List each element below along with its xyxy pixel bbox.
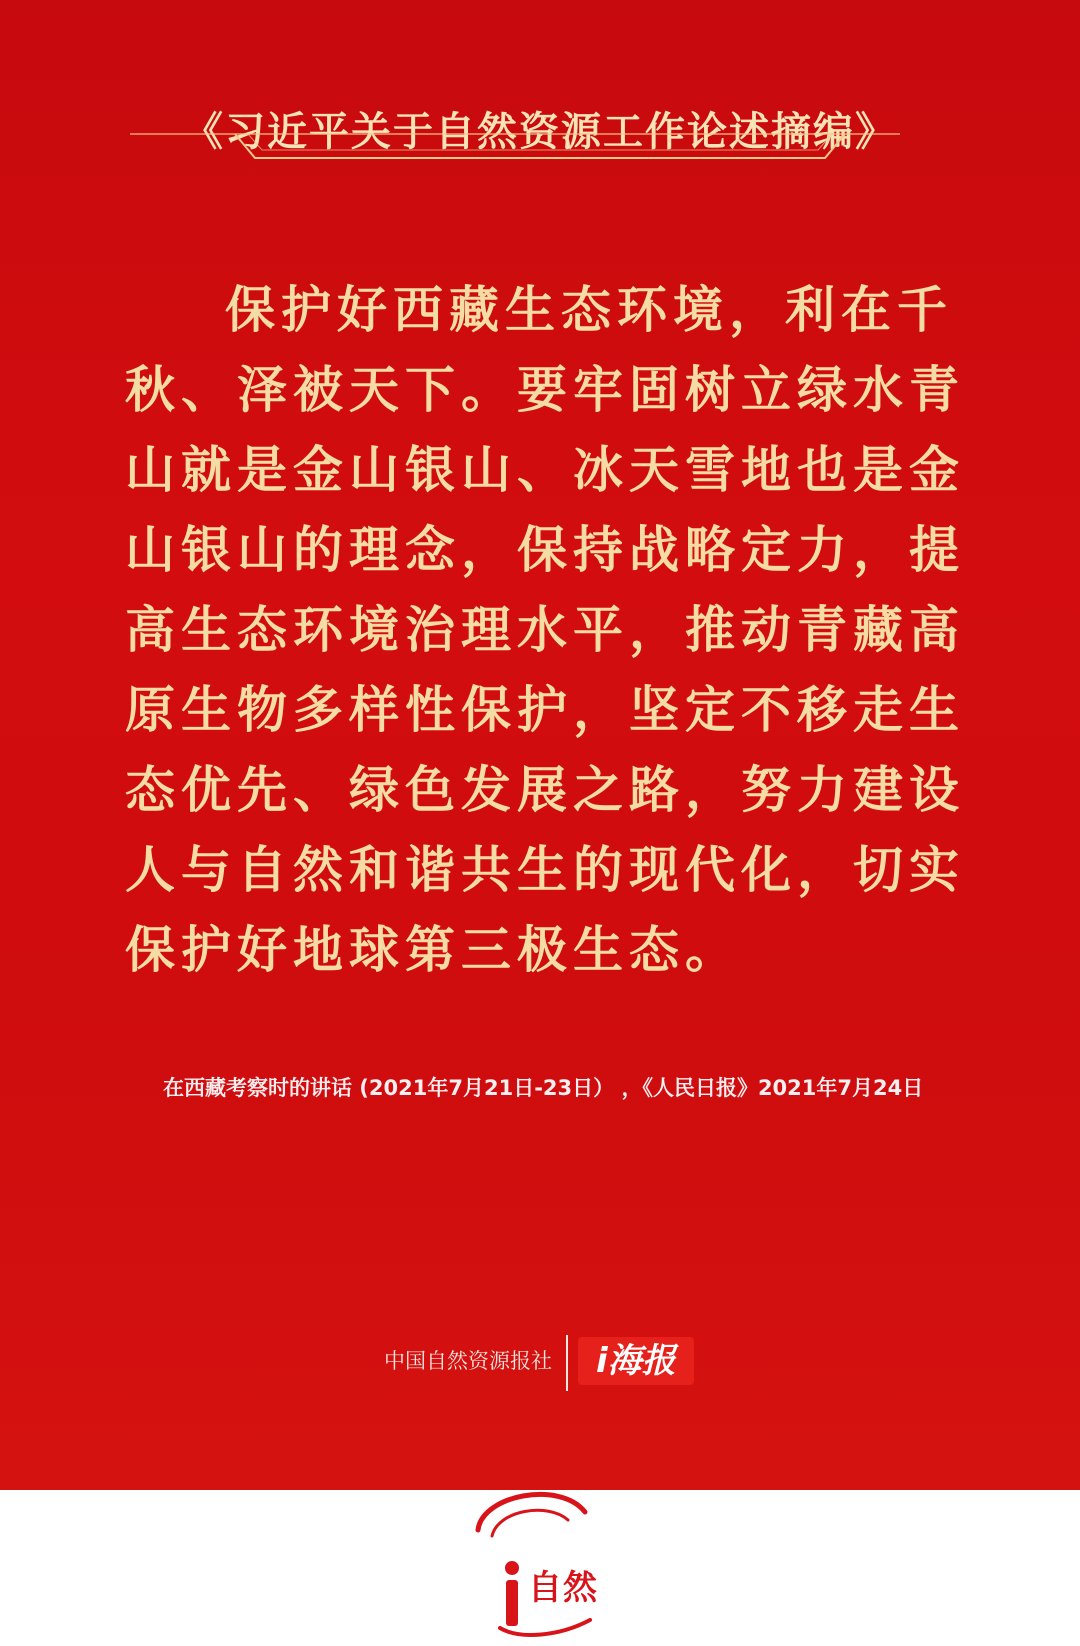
- source-citation: 在西藏考察时的讲话 (2021年7月21日-23日） ，《人民日报》2021年7月24日: [163, 1076, 924, 1100]
- page-title: 《习近平关于自然资源工作论述摘编》: [183, 108, 897, 155]
- i-poster-badge: i海报: [578, 1337, 694, 1385]
- publisher-name: 中国自然资源报社: [384, 1349, 552, 1373]
- header: [0, 90, 1080, 180]
- logo-wordmark: 自然: [528, 1568, 598, 1608]
- footer: [0, 1490, 1080, 1646]
- quote-text: 保护好西藏生态环境，利在千秋、泽被天下。要牢固树立绿水青山就是金山银山、冰天雪地也是金山银山的理念，保持战略定力，提高生态环境治理水平，推动青藏高原生物多样性保护，坚定不移走生态优先、绿色发展之路，努力建设人与自然和谐共生的现代化，切实保护好地球第三极生态。: [125, 280, 965, 979]
- brand-bar: [0, 1335, 1080, 1395]
- brand-divider: [566, 1335, 568, 1391]
- title-ornament-frame: [0, 130, 1080, 170]
